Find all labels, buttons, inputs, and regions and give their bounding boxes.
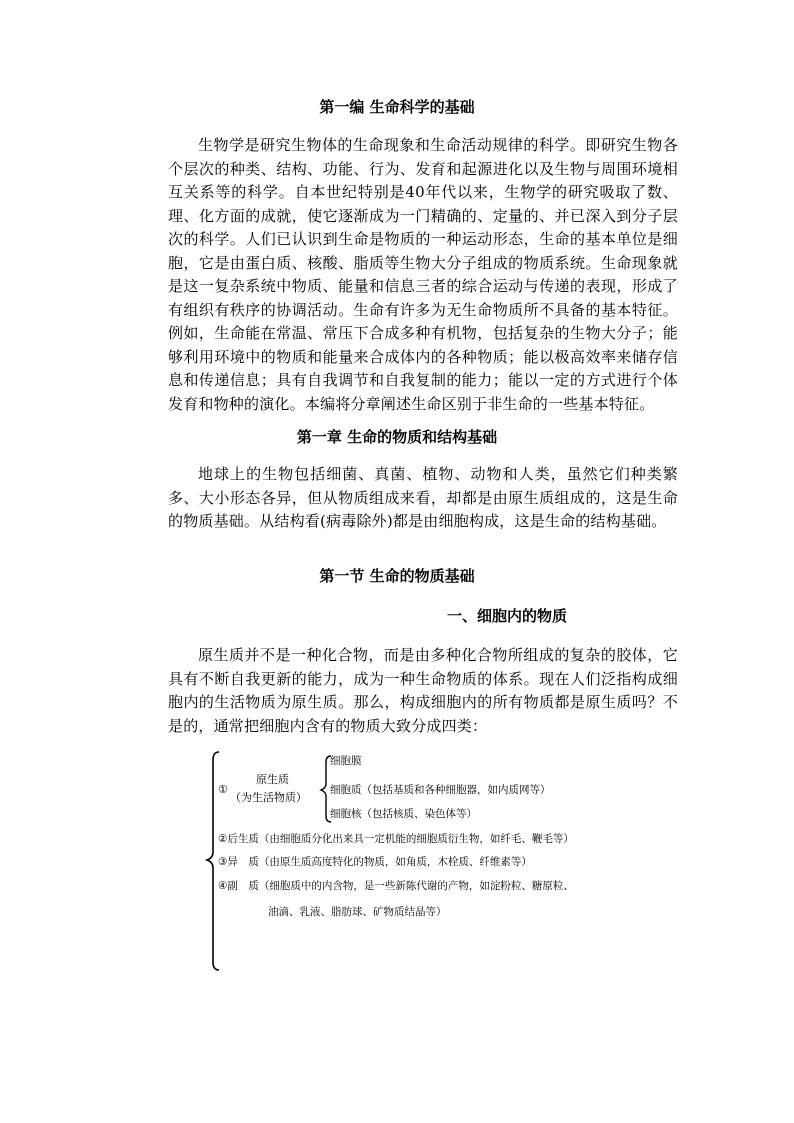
item4-line2: 油滴、乳液、脂肪球、矿物质结晶等） [268, 906, 447, 918]
item2: ②后生质（由细胞质分化出来具一定机能的细胞质衍生物，如纤毛、鞭毛等） [218, 833, 574, 845]
subsection-title: 一、细胞内的物质 [446, 607, 567, 625]
part-title: 第一编 生命科学的基础 [319, 98, 475, 116]
item1-sub-cytoplasm: 细胞质（包括基质和各种细胞器，如内质网等） [330, 784, 551, 796]
section-paragraph: 原生质并不是一种化合物，而是由多种化合物所组成的复杂的胶体，它具有不断自我更新的能力，成为一种生命物质的体系。现在人们泛指构成细胞内的生活物质为原生质。那么，构成细胞内的所有物质都是原生质吗？不是的，通常把细胞内含有的物质大致分成四类： [168, 646, 678, 735]
intro-paragraph: 生物学是研究生物体的生命现象和生命活动规律的科学。即研究生物各个层次的种类、结构、功能、行为、发育和起源进化以及生物与周围环境相互关系等的科学。自本世纪特别是40年代以来，生物学的研究吸取了数、理、化方面的成就，使它逐渐成为一门精确的、定量的、并已深入到分子层次的科学。人们已认识到生命是物质的一种运动形态，生命的基本单位是细胞，它是由蛋白质、核酸、脂质等生物大分子组成的物质系统。生命现象就是这一复杂系统中物质、能量和信息三者的综合运动与传递的表现，形成了有组织有秩序的协调活动。生命有许多为无生命物质所不具备的基本特征。例如，生命能在常温、常压下合成多种有机物，包括复杂的生物大分子；能够利用环境中的物质和能量来合成体内的各种物质；能以极高效率来储存信息和传递信息；具有自我调节和自我复制的能力；能以一定的方式进行个体发育和物种的演化。本编将分章阐述生命区别于非生命的一些基本特征。 [168, 136, 678, 413]
item1-sub-membrane: 细胞膜 [330, 755, 362, 767]
item1-name: 原生质 [256, 773, 289, 786]
classification-diagram [205, 748, 645, 978]
item1-marker: ① [218, 783, 228, 796]
item1-sub-nucleus: 细胞核（包括核质、染色体等） [330, 808, 477, 820]
section-title: 第一节 生命的物质基础 [319, 567, 475, 585]
item1-note: （为生活物质） [230, 791, 307, 804]
chapter-title: 第一章 生命的物质和结构基础 [296, 428, 498, 446]
item4-line1: ④副 质（细胞质中的内含物，是一些新陈代谢的产物，如淀粉粒、糖原粒、 [218, 880, 574, 892]
chapter-paragraph: 地球上的生物包括细菌、真菌、植物、动物和人类，虽然它们种类繁多、大小形态各异，但从物质组成来看，却都是由原生质组成的，这是生命的物质基础。从结构看(病毒除外)都是由细胞构成，这是生命的结构基础。 [168, 465, 678, 530]
item3: ③异 质（由原生质高度特化的物质，如角质，木栓质、纤维素等） [218, 856, 532, 868]
